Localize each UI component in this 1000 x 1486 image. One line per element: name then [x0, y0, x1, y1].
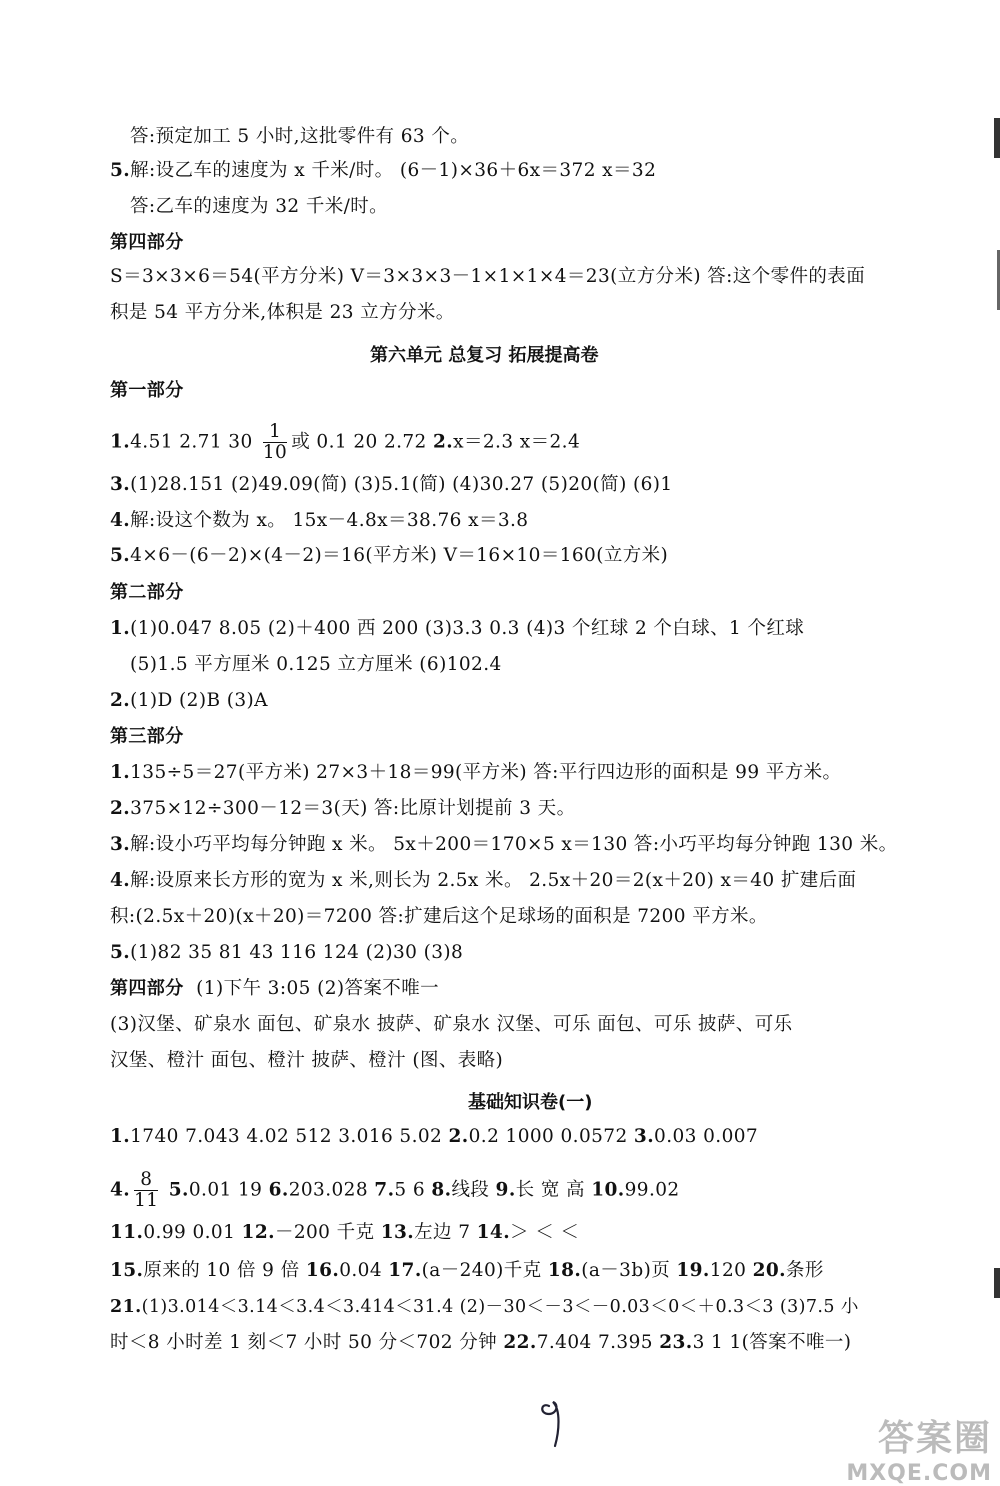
handwritten-mark	[535, 1392, 575, 1452]
unit-title: 第六单元 总复习 拓展提高卷	[370, 345, 599, 366]
answer-line: (5)1.5 平方厘米 0.125 立方厘米 (6)102.4	[130, 654, 502, 675]
fraction: $\frac{8}{11}$	[134, 1169, 159, 1211]
section-heading: 第二部分	[110, 582, 184, 603]
answer-line: 1.4.51 2.71 30 $\frac{1}{10}$ 或 0.1 20 2.72 2.x＝2.3 x＝2.4	[110, 421, 581, 463]
answer-line: 1.1740 7.043 4.02 512 3.016 5.02 2.0.2 1000 0.0572 3.0.03 0.007	[110, 1126, 759, 1147]
scan-edge	[994, 118, 1000, 158]
answer-line: 时＜8 小时差 1 刻＜7 小时 50 分＜702 分钟 22.7.404 7.395 23.3 1 1(答案不唯一)	[110, 1332, 852, 1353]
section-heading: 第三部分	[110, 726, 184, 747]
answer-line: 5.(1)82 35 81 43 116 124 (2)30 (3)8	[110, 942, 464, 963]
answer-line: 第四部分 (1)下午 3:05 (2)答案不唯一	[110, 978, 439, 999]
answer-line: 积:(2.5x＋20)(x＋20)＝7200 答:扩建后这个足球场的面积是 7200 平方米。	[110, 906, 768, 927]
answer-line: 3.(1)28.151 (2)49.09(简) (3)5.1(简) (4)30.27 (5)20(简) (6)1	[110, 474, 673, 495]
answer-line: 答:乙车的速度为 32 千米/时。	[130, 196, 389, 217]
answer-line: 4. $\frac{8}{11}$ 5.0.01 19 6.203.028 7.5 6 8.线段 9.长 宽 高 10.99.02	[110, 1169, 680, 1211]
answer-line: 15.原来的 10 倍 9 倍 16.0.04 17.(a－240)千克 18.(a－3b)页 19.120 20.条形	[110, 1260, 824, 1281]
section-heading: 第四部分	[110, 232, 184, 253]
answer-line: 2.375×12÷300－12＝3(天) 答:比原计划提前 3 天。	[110, 798, 576, 819]
section-heading: 第一部分	[110, 380, 184, 401]
quiz-title: 基础知识卷(一)	[468, 1092, 593, 1113]
answer-line: 4.解:设原来长方形的宽为 x 米,则长为 2.5x 米。 2.5x＋20＝2(x＋20) x＝40 扩建后面	[110, 870, 857, 891]
answer-line: 积是 54 平方分米,体积是 23 立方分米。	[110, 302, 455, 323]
answer-line: 4.解:设这个数为 x。 15x－4.8x＝38.76 x＝3.8	[110, 510, 529, 531]
fraction: $\frac{1}{10}$	[262, 421, 288, 463]
answer-line: 1.(1)0.047 8.05 (2)＋400 西 200 (3)3.3̇ 0.3 (4)3 个红球 2 个白球、1 个红球	[110, 618, 805, 639]
answer-line: 答:预定加工 5 小时,这批零件有 63 个。	[130, 126, 470, 147]
watermark: 答案圈 MXQE.COM	[846, 1418, 992, 1486]
answer-line: (3)汉堡、矿泉水 面包、矿泉水 披萨、矿泉水 汉堡、可乐 面包、可乐 披萨、可乐	[110, 1014, 793, 1035]
answer-line: 2.(1)D (2)B (3)A	[110, 690, 268, 711]
scan-edge	[994, 1268, 1000, 1298]
answer-line: 汉堡、橙汁 面包、橙汁 披萨、橙汁 (图、表略)	[110, 1050, 504, 1071]
answer-line: S＝3×3×6＝54(平方分米) V＝3×3×3－1×1×1×4＝23(立方分米) 答:这个零件的表面	[110, 266, 866, 287]
answer-line: 1.135÷5＝27(平方米) 27×3＋18＝99(平方米) 答:平行四边形的面积是 99 平方米。	[110, 762, 842, 783]
answer-line: 11.0.99 0.01 12.－200 千克 13.左边 7 14.＞ ＜ ＜	[110, 1222, 580, 1243]
answer-line: 5.4×6－(6－2)×(4－2)＝16(平方米) V＝16×10＝160(立方米)	[110, 545, 669, 566]
answer-line: 21.(1)3.014＜3.14＜3.4＜3.414＜31.4 (2)－30＜－3＜－0.03＜0＜＋0.3＜3 (3)7.5 小	[110, 1297, 859, 1317]
answer-line: 5.解:设乙车的速度为 x 千米/时。 (6－1)×36＋6x＝372 x＝32	[110, 160, 657, 181]
answer-line: 3.解:设小巧平均每分钟跑 x 米。 5x＋200＝170×5 x＝130 答:小巧平均每分钟跑 130 米。	[110, 834, 898, 855]
